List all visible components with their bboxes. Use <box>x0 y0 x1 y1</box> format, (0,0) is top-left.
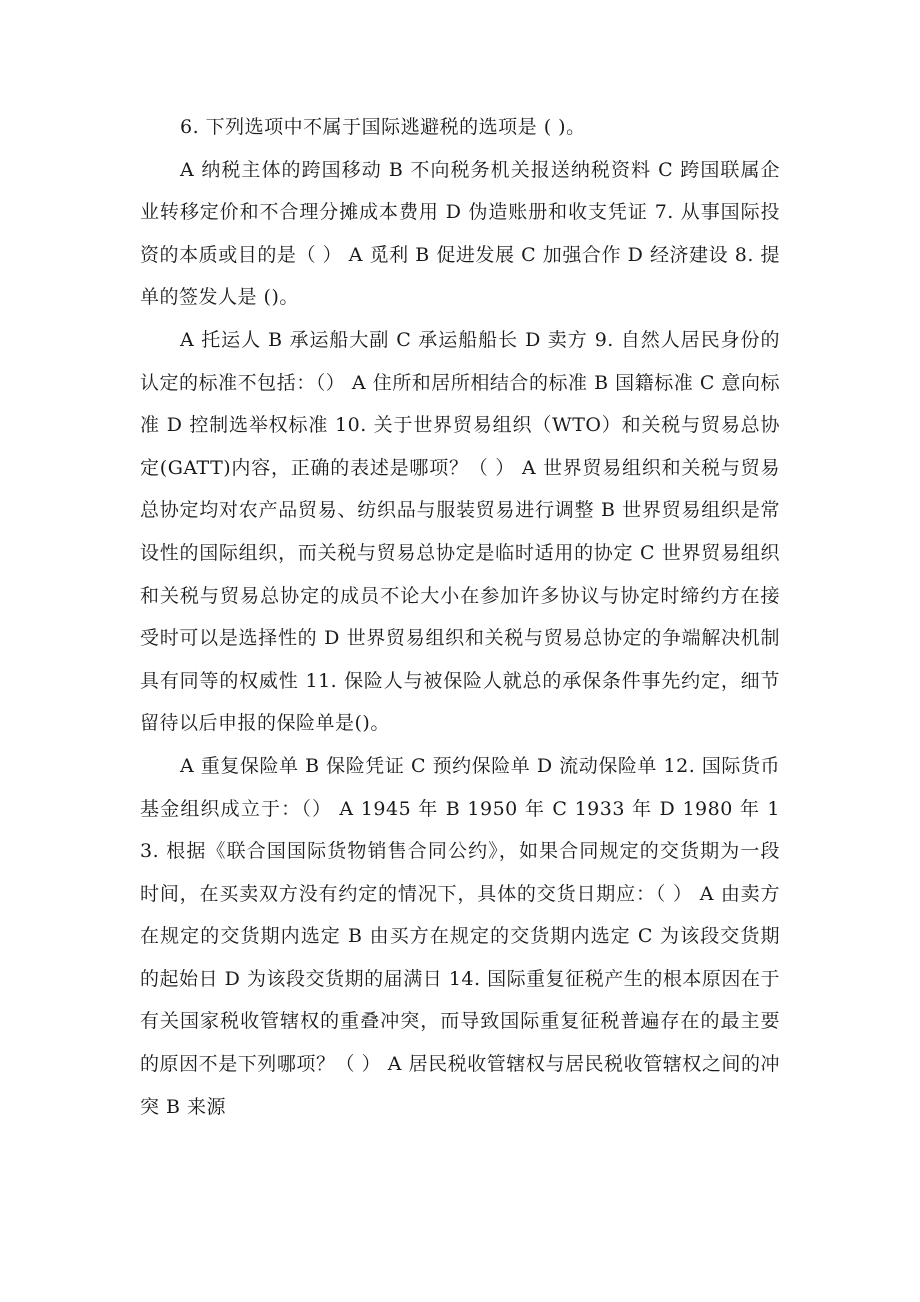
paragraph-options-6-to-question-8: A 纳税主体的跨国移动 B 不向税务机关报送纳税资料 C 跨国联属企业转移定价和不合理分摊成本费用 D 伪造账册和收支凭证 7. 从事国际投资的本质或目的是（ ） A 觅利 B 促进发展 C 加强合作 D 经济建设 8. 提单的签发人是 ()。 <box>140 158 780 309</box>
document-body <box>140 106 780 1128</box>
paragraph-question-6: 6. 下列选项中不属于国际逃避税的选项是 ( )。 <box>180 116 586 138</box>
paragraph-options-11-to-question-14: A 重复保险单 B 保险凭证 C 预约保险单 D 流动保险单 12. 国际货币基金组织成立于：（） A 1945 年 B 1950 年 C 1933 年 D 1980 年 13. 根据《联合国国际货物销售合同公约》，如果合同规定的交货期为一段时间，在买卖双方没有约定的情况下，具体的交货日期应：（ ） A 由卖方在规定的交货期内选定 B 由买方在规定的交货期内选定 C 为该段交货期的起始日 D 为该段交货期的届满日 14. 国际重复征税产生的根本原因在于有关国家税收管辖权的重叠冲突，而导致国际重复征税普遍存在的最主要的原因不是下列哪项？（ ） A 居民税收管辖权与居民税收管辖权之间的冲突 B 来源 <box>140 754 780 1118</box>
paragraph-options-8-to-question-11: A 托运人 B 承运船大副 C 承运船船长 D 卖方 9. 自然人居民身份的认定的标准不包括：（） A 住所和居所相结合的标准 B 国籍标准 C 意向标准 D 控制选举权标准 10. 关于世界贸易组织（WTO）和关税与贸易总协定(GATT)内容，正确的表述是哪项？（ ） A 世界贸易组织和关税与贸易总协定均对农产品贸易、纺织品与服装贸易进行调整 B 世界贸易组织是常设性的国际组织，而关税与贸易总协定是临时适用的协定 C 世界贸易组织和关税与贸易总协定的成员不论大小在参加许多协议与协定时缔约方在接受时可以是选择性的 D 世界贸易组织和关税与贸易总协定的争端解决机制具有同等的权威性 11. 保险人与被保险人就总的承保条件事先约定，细节留待以后申报的保险单是()。 <box>140 328 780 735</box>
